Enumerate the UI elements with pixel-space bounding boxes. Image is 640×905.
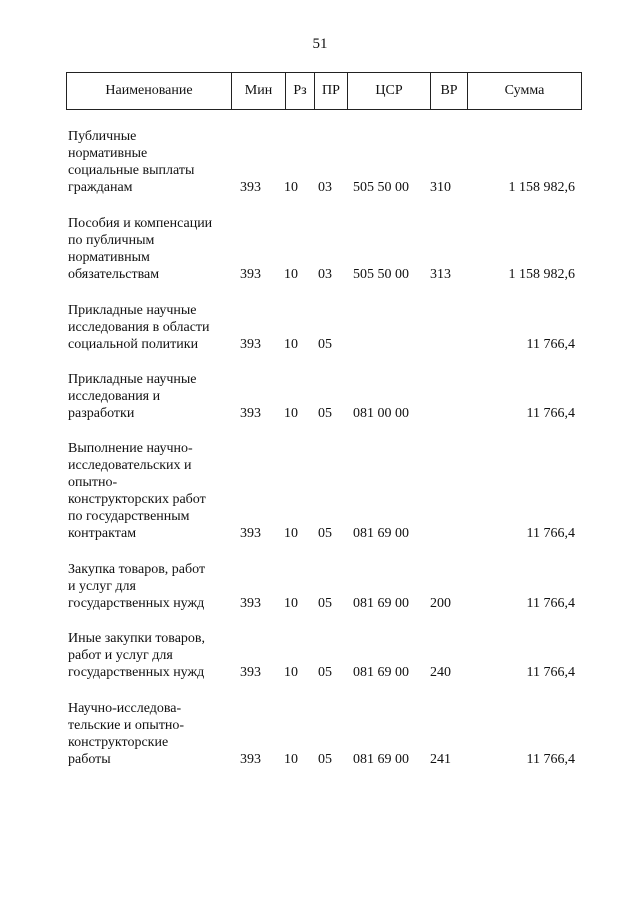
row-min: 393 bbox=[240, 406, 261, 421]
row-min: 393 bbox=[240, 596, 261, 611]
row-rz: 10 bbox=[284, 752, 298, 767]
row-rz: 10 bbox=[284, 337, 298, 352]
header-csr: ЦСР bbox=[348, 73, 431, 109]
row-pr: 05 bbox=[318, 665, 332, 680]
row-name: Публичные нормативные социальные выплаты гражданам bbox=[68, 129, 195, 195]
table-row bbox=[0, 302, 640, 353]
row-min: 393 bbox=[240, 752, 261, 767]
row-pr: 05 bbox=[318, 337, 332, 352]
header-vr: ВР bbox=[431, 73, 468, 109]
row-vr: 310 bbox=[430, 180, 451, 195]
row-sum: 11 766,4 bbox=[526, 596, 575, 611]
row-sum: 11 766,4 bbox=[526, 752, 575, 767]
row-csr: 081 69 00 bbox=[353, 752, 409, 767]
row-csr: 505 50 00 bbox=[353, 267, 409, 282]
page-number: 51 bbox=[312, 36, 328, 52]
header-name: Наименование bbox=[67, 73, 232, 109]
row-vr: 241 bbox=[430, 752, 451, 767]
row-min: 393 bbox=[240, 267, 261, 282]
row-csr: 081 69 00 bbox=[353, 596, 409, 611]
row-sum: 1 158 982,6 bbox=[508, 180, 575, 195]
table-row bbox=[0, 128, 640, 196]
row-name: Закупка товаров, работ и услуг для государственных нужд bbox=[68, 562, 206, 611]
row-rz: 10 bbox=[284, 596, 298, 611]
row-name: Прикладные научные исследования и разработки bbox=[68, 372, 197, 421]
row-rz: 10 bbox=[284, 180, 298, 195]
row-sum: 11 766,4 bbox=[526, 665, 575, 680]
row-rz: 10 bbox=[284, 665, 298, 680]
row-sum: 11 766,4 bbox=[526, 337, 575, 352]
table-row bbox=[0, 561, 640, 612]
row-name: Прикладные научные исследования в области социальной политики bbox=[68, 303, 210, 352]
row-csr: 081 69 00 bbox=[353, 526, 409, 541]
row-vr: 200 bbox=[430, 596, 451, 611]
table-row bbox=[0, 371, 640, 422]
row-name: Пособия и компенсации по публичным нормативным обязательствам bbox=[68, 216, 213, 282]
table-row bbox=[0, 700, 640, 768]
row-min: 393 bbox=[240, 665, 261, 680]
row-csr: 081 69 00 bbox=[353, 665, 409, 680]
row-sum: 11 766,4 bbox=[526, 406, 575, 421]
header-sum: Сумма bbox=[504, 83, 545, 98]
row-pr: 03 bbox=[318, 180, 332, 195]
table-row bbox=[0, 440, 640, 542]
row-pr: 05 bbox=[318, 406, 332, 421]
table-row bbox=[0, 630, 640, 681]
row-pr: 05 bbox=[318, 752, 332, 767]
row-csr: 081 00 00 bbox=[353, 406, 409, 421]
row-pr: 05 bbox=[318, 526, 332, 541]
row-vr: 313 bbox=[430, 267, 451, 282]
header-pr: ПР bbox=[315, 73, 348, 109]
row-name: Выполнение научно- исследовательских и опытно- конструкторских работ по государственным контрактам bbox=[68, 441, 206, 541]
row-min: 393 bbox=[240, 337, 261, 352]
row-sum: 11 766,4 bbox=[526, 526, 575, 541]
row-pr: 03 bbox=[318, 267, 332, 282]
row-name: Научно-исследова- тельские и опытно- конструкторские работы bbox=[68, 701, 185, 767]
row-min: 393 bbox=[240, 526, 261, 541]
table-row bbox=[0, 215, 640, 283]
row-csr: 505 50 00 bbox=[353, 180, 409, 195]
header-rz: Рз bbox=[286, 73, 315, 109]
header-min: Мин bbox=[232, 73, 286, 109]
row-name: Иные закупки товаров, работ и услуг для государственных нужд bbox=[68, 631, 206, 680]
row-rz: 10 bbox=[284, 267, 298, 282]
row-rz: 10 bbox=[284, 406, 298, 421]
row-vr: 240 bbox=[430, 665, 451, 680]
row-pr: 05 bbox=[318, 596, 332, 611]
row-rz: 10 bbox=[284, 526, 298, 541]
row-min: 393 bbox=[240, 180, 261, 195]
row-sum: 1 158 982,6 bbox=[508, 267, 575, 282]
